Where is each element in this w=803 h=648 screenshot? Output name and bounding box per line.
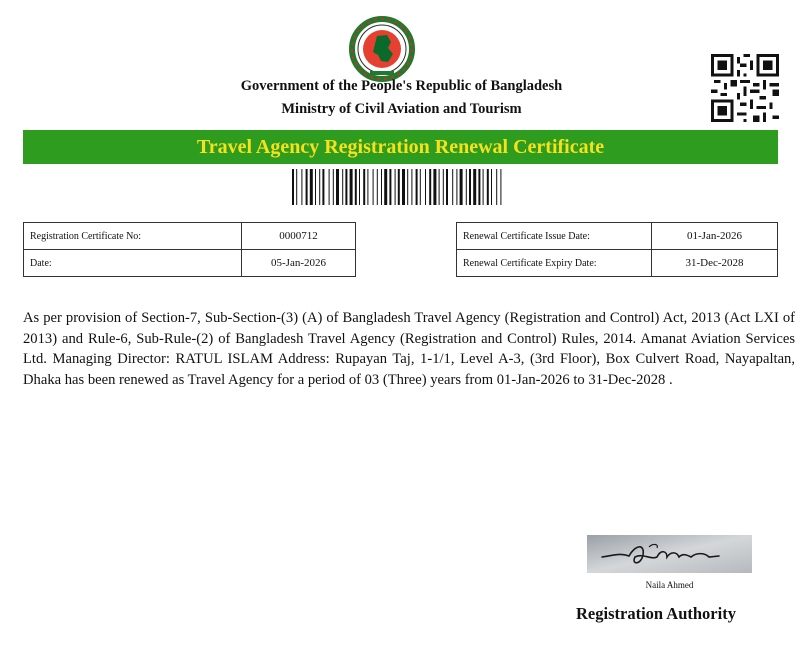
registration-info-table: [23, 222, 356, 277]
certificate-title-banner: [23, 130, 778, 164]
certificate-title: Travel Agency Registration Renewal Certificate: [196, 136, 605, 158]
government-emblem-icon: [347, 14, 417, 84]
ministry-name: Ministry of Civil Aviation and Tourism: [281, 101, 522, 117]
reg-no-label: Registration Certificate No:: [24, 223, 242, 250]
expiry-date-value: 31-Dec-2028: [652, 250, 778, 277]
date-value: 05-Jan-2026: [242, 250, 356, 277]
barcode-icon: [291, 169, 506, 205]
renewal-dates-table: [456, 222, 778, 277]
registration-authority-label: Registration Authority: [576, 604, 736, 623]
government-name: Government of the People's Republic of Bangladesh: [240, 78, 563, 94]
reg-no-value: 0000712: [242, 223, 356, 250]
issue-date-value: 01-Jan-2026: [652, 223, 778, 250]
signature-image: [587, 535, 752, 573]
date-label: Date:: [24, 250, 242, 277]
table-row: [24, 250, 356, 277]
certificate-body-text: As per provision of Section-7, Sub-Section-(3) (A) of Bangladesh Travel Agency (Registration and Control) Act, 2013 (Act LXI of 2013) and Rule-6, Sub-Rule-(2) of Bangladesh Travel Agency (Registration and Control) Rules, 2014. Amanat Aviation Services Ltd. Managing Director: RATUL ISLAM Address: Rupayan Taj, 1-1/1, Level A-3, (3rd Floor), Box Culvert Road, Nayapaltan, Dhaka has been renewed as Travel Agency for a period of 03 (Three) years from 01-Jan-2026 to 31-Dec-2028 .: [23, 310, 795, 388]
table-row: [24, 223, 356, 250]
table-row: [457, 250, 778, 277]
issue-date-label: Renewal Certificate Issue Date:: [457, 223, 652, 250]
table-row: [457, 223, 778, 250]
signer-name: Naila Ahmed: [645, 580, 694, 590]
expiry-date-label: Renewal Certificate Expiry Date:: [457, 250, 652, 277]
